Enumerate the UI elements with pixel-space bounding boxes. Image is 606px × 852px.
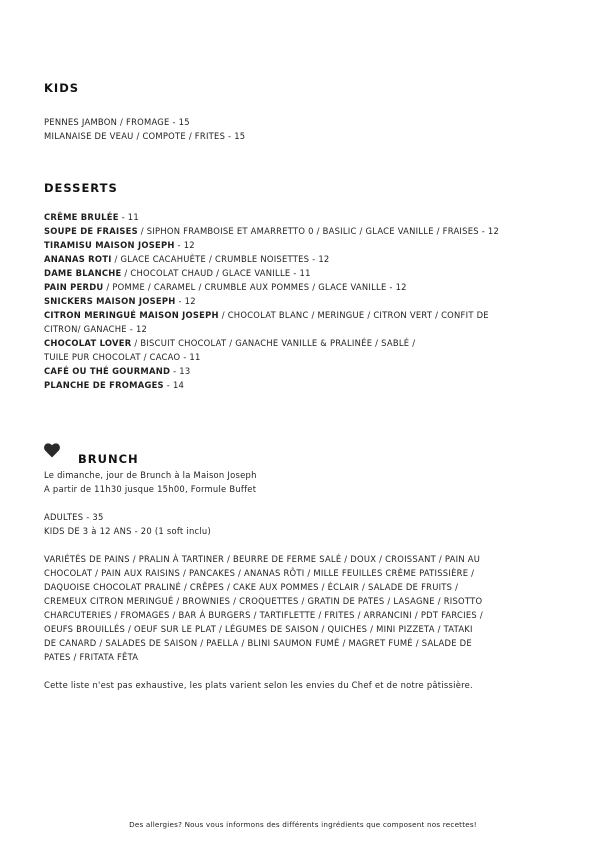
brunch-price: ADULTES - 35 bbox=[44, 512, 104, 522]
dessert-details: - 12 bbox=[174, 240, 195, 250]
brunch-intro: A partir de 11h30 jusque 15h00, Formule Buffet bbox=[44, 484, 257, 494]
dessert-name: SOUPE DE FRAISES bbox=[44, 226, 138, 236]
brunch-note: Cette liste n'est pas exhaustive, les plats varient selon les envies du Chef et de notre pâtissière. bbox=[44, 680, 473, 690]
dessert-details: / GLACE CACAHUÈTE / CRUMBLE NOISETTES - 12 bbox=[111, 254, 330, 264]
dessert-name: CRÊME BRULÉE bbox=[44, 212, 119, 222]
dessert-name: CHOCOLAT LOVER bbox=[44, 338, 132, 348]
brunch-heading: BRUNCH bbox=[78, 452, 139, 466]
dessert-details: - 13 bbox=[170, 366, 191, 376]
brunch-menu-line: OEUFS BROUILLÉS / OEUF SUR LE PLAT / LÉGUMES DE SAISON / QUICHES / MINI PIZZETA / TATAKI bbox=[44, 624, 473, 634]
dessert-details: / POMME / CARAMEL / CRUMBLE AUX POMMES / GLACE VANILLE - 12 bbox=[103, 282, 407, 292]
brunch-menu-line: CHARCUTERIES / FROMAGES / BAR Á BURGERS / TARTIFLETTE / FRITES / ARRANCINI / PDT FARCIES / bbox=[44, 610, 483, 620]
brunch-menu-line: PATES / FRITATA FÊTA bbox=[44, 652, 139, 662]
kids-item: MILANAISE DE VEAU / COMPOTE / FRITES - 15 bbox=[44, 131, 246, 141]
dessert-item bbox=[44, 268, 311, 278]
dessert-details: / BISCUIT CHOCOLAT / GANACHE VANILLE & PRALINÉE / SABLÉ / bbox=[131, 338, 416, 348]
dessert-name: PAIN PERDU bbox=[44, 282, 104, 292]
dessert-item bbox=[44, 338, 415, 348]
dessert-name: PLANCHE DE FROMAGES bbox=[44, 380, 164, 390]
dessert-details: TUILE PUR CHOCOLAT / CACAO - 11 bbox=[44, 352, 201, 362]
dessert-name: TIRAMISU MAISON JOSEPH bbox=[44, 240, 175, 250]
desserts-heading: DESSERTS bbox=[44, 181, 118, 195]
kids-item: PENNES JAMBON / FROMAGE - 15 bbox=[44, 117, 190, 127]
dessert-item bbox=[44, 240, 195, 250]
dessert-item bbox=[44, 254, 330, 264]
brunch-menu-line: DAQUOISE CHOCOLAT PRALINÉ / CRÊPES / CAKE AUX POMMES / ÉCLAIR / SALADE DE FRUITS / bbox=[44, 582, 459, 592]
dessert-details: / CHOCOLAT BLANC / MERINGUE / CITRON VERT / CONFIT DE bbox=[218, 310, 489, 320]
heart-icon bbox=[44, 443, 60, 458]
dessert-item bbox=[44, 282, 407, 292]
dessert-details: / SIPHON FRAMBOISE ET AMARRETTO 0 / BASILIC / GLACE VANILLE / FRAISES - 12 bbox=[137, 226, 500, 236]
kids-heading: KIDS bbox=[44, 81, 80, 95]
dessert-item bbox=[44, 310, 489, 320]
dessert-name: DAME BLANCHE bbox=[44, 268, 122, 278]
dessert-name: SNICKERS MAISON JOSEPH bbox=[44, 296, 176, 306]
dessert-name: ANANAS ROTI bbox=[44, 254, 112, 264]
brunch-price: KIDS DE 3 à 12 ANS - 20 (1 soft inclu) bbox=[44, 526, 212, 536]
dessert-details: - 12 bbox=[175, 296, 196, 306]
dessert-name: CAFÉ OU THÉ GOURMAND bbox=[44, 366, 171, 376]
brunch-menu-line: CREMEUX CITRON MERINGUÉ / BROWNIES / CROQUETTES / GRATIN DE PATES / LASAGNE / RISOTTO bbox=[44, 596, 483, 606]
allergy-footer: Des allergies? Nous vous informons des différents ingrédients que composent nos recettes! bbox=[129, 820, 477, 829]
dessert-name: CITRON MERINGUÉ MAISON JOSEPH bbox=[44, 310, 219, 320]
dessert-item bbox=[44, 296, 196, 306]
dessert-item bbox=[44, 380, 184, 390]
dessert-details: - 14 bbox=[163, 380, 185, 390]
dessert-item bbox=[44, 324, 147, 334]
brunch-menu-line: VARIÉTÉS DE PAINS / PRALIN À TARTINER / BEURRE DE FERME SALÉ / DOUX / CROISSANT / PAIN AU bbox=[44, 554, 481, 564]
dessert-details: CITRON/ GANACHE - 12 bbox=[44, 324, 148, 334]
dessert-item bbox=[44, 212, 139, 222]
dessert-item bbox=[44, 366, 190, 376]
brunch-menu-line: DE CANARD / SALADES DE SAISON / PAELLA / BLINI SAUMON FUMÉ / MAGRET FUMÉ / SALADE DE bbox=[44, 638, 472, 648]
dessert-item bbox=[44, 352, 201, 362]
dessert-item bbox=[44, 226, 499, 236]
dessert-details: / CHOCOLAT CHAUD / GLACE VANILLE - 11 bbox=[121, 268, 311, 278]
dessert-details: - 11 bbox=[118, 212, 139, 222]
brunch-intro: Le dimanche, jour de Brunch à la Maison Joseph bbox=[44, 470, 257, 480]
brunch-menu-line: CHOCOLAT / PAIN AUX RAISINS / PANCAKES / ANANAS RÔTI / MILLE FEUILLES CRÈME PATISSIÈRE / bbox=[44, 568, 475, 578]
